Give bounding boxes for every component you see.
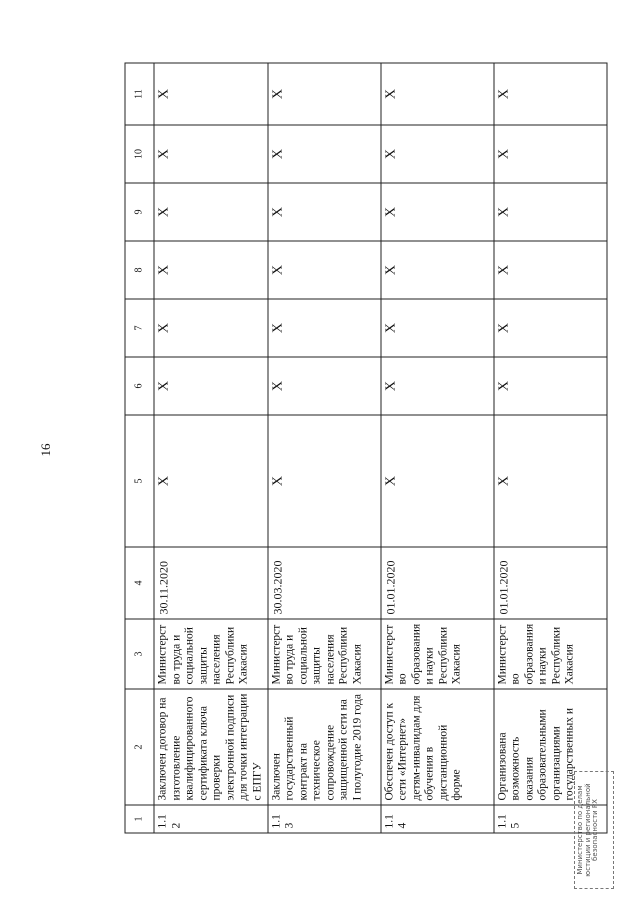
row-number: 1.13 [268,805,381,833]
cross-mark: Х [381,63,494,125]
event-cell: Заключен государственный контракт на техническое сопровождение защищенной сети на I полугодие 2019 года [268,689,381,805]
column-header: 6 [125,357,154,415]
cross-mark: Х [154,241,268,299]
cross-mark: Х [154,357,268,415]
column-header: 4 [125,547,154,619]
table-row [381,63,494,833]
cross-mark: Х [494,125,607,183]
cross-mark: Х [381,415,494,547]
date-cell: 01.01.2020 [381,547,494,619]
cross-mark: Х [268,125,381,183]
row-number: 1.12 [154,805,268,833]
cross-mark: Х [268,415,381,547]
cross-mark: Х [154,63,268,125]
executor-cell: Министерство труда и социальной защиты населения Республики Хакасия [154,619,268,689]
column-header: 2 [125,689,154,805]
header-row [125,63,154,833]
cross-mark: Х [154,415,268,547]
page-number: 16 [38,443,53,457]
table-row [154,63,268,833]
cross-mark: Х [268,357,381,415]
cross-mark: Х [154,183,268,241]
column-header: 5 [125,415,154,547]
date-cell: 01.01.2020 [494,547,607,619]
cross-mark: Х [494,63,607,125]
table-row [494,63,607,833]
cross-mark: Х [381,183,494,241]
measures-table [125,63,608,834]
column-header: 7 [125,299,154,357]
registration-stamp [575,770,615,888]
cross-mark: Х [494,299,607,357]
event-cell: Заключен договор на изготовление квалифицированного сертификата ключа проверки электронной подписи для точки интеграции с ЕПГУ [154,689,268,805]
date-cell: 30.03.2020 [268,547,381,619]
table-container [125,64,586,834]
cross-mark: Х [268,299,381,357]
cross-mark: Х [268,63,381,125]
executor-cell: Министерство образования и науки Республики Хакасия [494,619,607,689]
cross-mark: Х [494,357,607,415]
event-cell: Организована возможность оказания образовательными организациями государственных и [494,689,607,805]
cross-mark: Х [154,125,268,183]
executor-cell: Министерство образования и науки Республики Хакасия [381,619,494,689]
column-header: 11 [125,63,154,125]
row-number: 1.14 [381,805,494,833]
cross-mark: Х [268,183,381,241]
table-row [268,63,381,833]
stamp-text: Министерство по делам юстиции и региональной безопасности РХ [574,771,614,889]
executor-cell: Министерство труда и социальной защиты населения Республики Хакасия [268,619,381,689]
cross-mark: Х [381,299,494,357]
cross-mark: Х [381,241,494,299]
column-header: 8 [125,241,154,299]
event-cell: Обеспечен доступ к сети «Интернет» детям-инвалидам для обучения в дистанционной форме [381,689,494,805]
cross-mark: Х [268,241,381,299]
cross-mark: Х [494,183,607,241]
cross-mark: Х [154,299,268,357]
column-header: 10 [125,125,154,183]
cross-mark: Х [381,125,494,183]
cross-mark: Х [381,357,494,415]
column-header: 9 [125,183,154,241]
column-header: 1 [125,805,154,833]
cross-mark: Х [494,241,607,299]
date-cell: 30.11.2020 [154,547,268,619]
row-number: 1.15 [494,805,607,833]
column-header: 3 [125,619,154,689]
cross-mark: Х [494,415,607,547]
